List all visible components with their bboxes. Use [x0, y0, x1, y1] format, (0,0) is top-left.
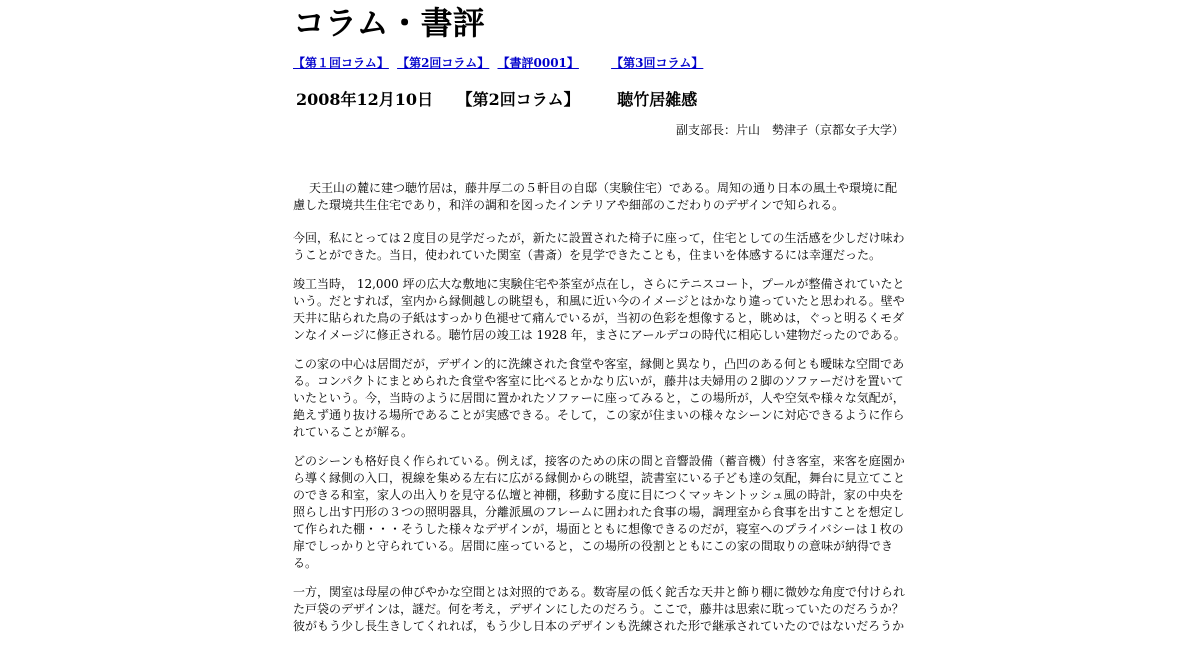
- nav-link-column-2[interactable]: 【第2回コラム】: [397, 56, 490, 70]
- article-title: 聴竹居雑感: [617, 90, 698, 109]
- article-date: 2008年12月10日: [296, 90, 434, 109]
- article-paragraph: 天王山の麓に建つ聴竹居は，藤井厚二の５軒目の自邸（実験住宅）である。周知の通り日本の風土や環境に配慮した環境共生住宅であり，和洋の調和を図ったインテリアや細部のこだわりのデザインで知られる。: [293, 181, 898, 212]
- article-paragraph: どのシーンも格好良く作られている。例えば，接客のための床の間と音響設備（蓄音機）付き客室，来客を庭園から導く縁側の入口，視線を集める左右に広がる縁側からの眺望，読書室にいる子ども達の気配，舞台に見立てことのできる和室，家人の出入りを見守る仏壇と神棚，移動する度に目につくマッキントッシュ風の時計，家の中央を照らし出す円形の３つの照明器具，分離派風のフレームに囲われた食事の場，調理室から食事を出すことを想定して作られた棚・・・そうした様々なデザインが，場面とともに想像できるのだが，寝室へのプライバシーは１枚の扉でしっかりと守られている。居間に座っていると，この場所の役割とともにこの家の間取りの意味が納得できる。: [293, 454, 906, 570]
- site-title: コラム・書評: [293, 4, 485, 42]
- article-paragraph: 今回，私にとっては２度目の見学だったが，新たに設置された椅子に座って，住宅としての生活感を少しだけ味わうことができた。当日，使われていた関室（書斎）を見学できたことも，住まいを体感するには幸運だった。: [293, 231, 905, 262]
- article-heading: [296, 90, 697, 110]
- article-paragraph: 竣工当時， 12,000 坪の広大な敷地に実験住宅や茶室が点在し，さらにテニスコート，プールが整備されていたという。だとすれば，室内から縁側越しの眺望も，和風に近い今のイメージとはかなり違っていたと思われる。壁や天井に貼られた鳥の子紙はすっかり色褪せて痛んでいるが，当初の色彩を想像すると，眺めは，ぐっと明るくモダンなイメージに修正される。聴竹居の竣工は 1928 年，まさにアールデコの時代に相応しい建物だったのである。: [293, 277, 906, 342]
- nav-link-review-0001[interactable]: 【書評0001】: [497, 56, 579, 70]
- column-nav: [293, 55, 703, 71]
- article-author: 副支部長：片山 勢津子（京都女子大学）: [675, 123, 904, 137]
- article-body: [293, 180, 907, 647]
- article-paragraph: 一方，関室は母屋の伸びやかな空間とは対照的である。数寄屋の低く鉈舌な天井と飾り棚に微妙な角度で付けられた戸袋のデザインは，謎だ。何を考え，デザインにしたのだろう。ここで，藤井は思索に耽っていたのだろうか？彼がもう少し長生きしてくれれば，もう少し日本のデザインも洗練された形で継承されていたのではないだろうか: [293, 585, 906, 633]
- article-paragraph: この家の中心は居間だが，デザイン的に洗練された食堂や客室，縁側と異なり，凸凹のある何とも曖昧な空間である。コンパクトにまとめられた食堂や客室に比べるとかなり広いが，藤井は夫婦用の２脚のソファーだけを置いていたという。今，当時のように居間に置かれたソファーに座ってみると，この場所が，人や空気や様々な気配が，絶えず通り抜ける場所であることが実感できる。そして，この家が住まいの様々なシーンに対応できるように作られていることが解る。: [293, 357, 905, 439]
- nav-link-column-1[interactable]: 【第１回コラム】: [293, 56, 389, 70]
- nav-link-column-3[interactable]: 【第3回コラム】: [611, 56, 704, 70]
- article-series: 【第2回コラム】: [456, 90, 580, 109]
